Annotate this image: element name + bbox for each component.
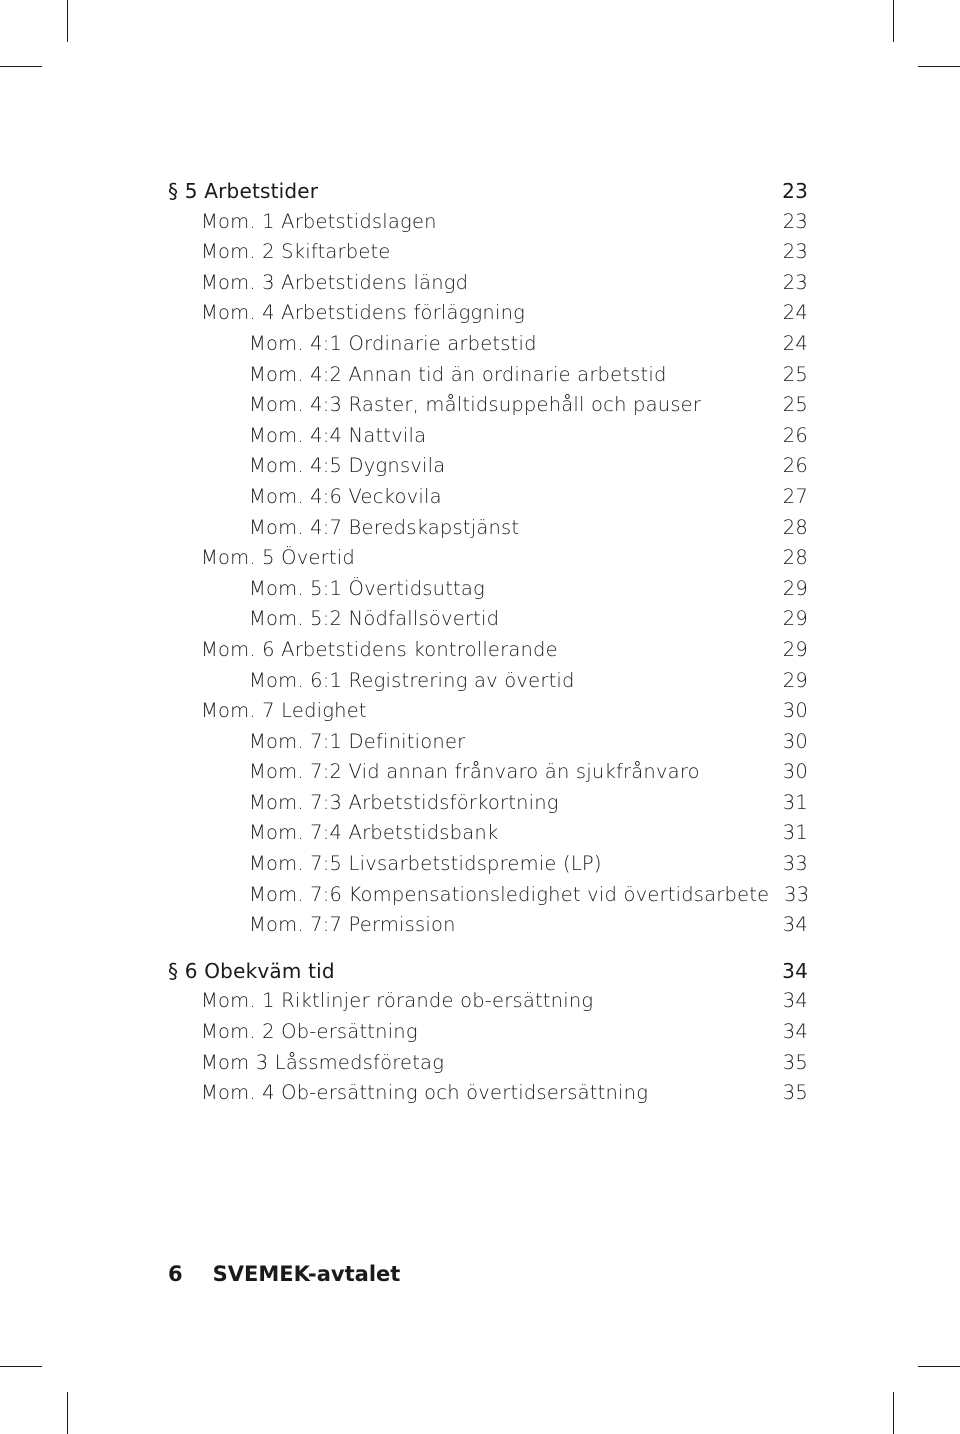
- crop-mark-bottom-right: [918, 1366, 960, 1367]
- crop-mark-top-right: [893, 0, 894, 42]
- toc-entry-label: Mom. 7:6 Kompensationsledighet vid övertidsarbete: [249, 882, 770, 906]
- toc-entry-page: 30: [782, 699, 808, 723]
- toc-entry-page: 26: [782, 454, 808, 478]
- toc-entry-page: 33: [782, 852, 808, 876]
- toc-subentry: [168, 390, 808, 421]
- toc-entry-label: Mom. 4:2 Annan tid än ordinarie arbetstid: [249, 362, 667, 386]
- toc-entry-label: Mom. 5:1 Övertidsuttag: [249, 576, 485, 600]
- toc-entry-label: Mom. 6 Arbetstidens kontrollerande: [201, 637, 558, 661]
- toc-entry-label: Mom. 4:1 Ordinarie arbetstid: [249, 331, 537, 355]
- toc-entry-label: Mom. 1 Arbetstidslagen: [201, 209, 437, 233]
- toc-entry: [168, 986, 808, 1017]
- toc-entry-label: Mom. 4:7 Beredskapstjänst: [249, 515, 520, 539]
- toc-subentry: [168, 604, 808, 635]
- toc-entry-page: 29: [782, 668, 808, 692]
- toc-entry-page: 29: [782, 607, 808, 631]
- toc-entry-page: 33: [784, 882, 810, 906]
- toc-entry-page: 35: [782, 1050, 808, 1074]
- toc-entry-page: 34: [782, 1020, 808, 1044]
- toc-entry-label: Mom. 7:7 Permission: [249, 913, 456, 937]
- toc-entry-label: Mom. 4:6 Veckovila: [249, 484, 442, 508]
- toc-entry: [168, 298, 808, 329]
- toc-heading-label: § 5 Arbetstider: [168, 179, 319, 203]
- toc-entry: [168, 268, 808, 299]
- toc-entry-page: 23: [782, 209, 808, 233]
- toc-entry-label: Mom. 7:5 Livsarbetstidspremie (LP): [249, 852, 602, 876]
- crop-mark-top-right: [918, 66, 960, 67]
- crop-mark-bottom-right: [893, 1392, 894, 1434]
- toc-entry-label: Mom. 2 Ob-ersättning: [201, 1020, 418, 1044]
- toc-entry-label: Mom. 7:4 Arbetstidsbank: [249, 821, 499, 845]
- toc-entry-label: Mom. 4 Ob-ersättning och övertidsersättning: [201, 1081, 649, 1105]
- toc-heading-page: 23: [782, 179, 808, 203]
- toc-subentry: [168, 421, 808, 452]
- toc-heading: [168, 176, 808, 207]
- toc-entry-page: 24: [782, 331, 808, 355]
- crop-mark-top-left: [67, 0, 68, 42]
- toc-entry-page: 23: [782, 270, 808, 294]
- toc-entry-label: Mom. 2 Skiftarbete: [201, 240, 391, 264]
- toc-section-6: [168, 956, 808, 1109]
- toc-entry-label: Mom. 7 Ledighet: [201, 699, 367, 723]
- toc-entry: [168, 696, 808, 727]
- toc-subentry: [168, 788, 808, 819]
- toc-entry-label: Mom. 4:4 Nattvila: [249, 423, 427, 447]
- toc-subentry: [168, 666, 808, 697]
- toc-entry-label: Mom. 3 Arbetstidens längd: [201, 270, 469, 294]
- toc-entry-page: 34: [782, 913, 808, 937]
- toc-subentry: [168, 360, 808, 391]
- footer-publication-title: SVEMEK-avtalet: [212, 1262, 401, 1286]
- toc-entry-page: 28: [782, 546, 808, 570]
- toc-entry: [168, 543, 808, 574]
- table-of-contents: [168, 176, 808, 1109]
- toc-subentry: [168, 513, 808, 544]
- toc-entry-page: 29: [782, 637, 808, 661]
- toc-heading-label: § 6 Obekväm tid: [168, 958, 335, 983]
- toc-subentry: [168, 880, 808, 911]
- toc-entry-label: Mom. 5 Övertid: [201, 546, 355, 570]
- toc-entry-label: Mom. 7:1 Definitioner: [249, 729, 466, 753]
- toc-subentry: [168, 482, 808, 513]
- toc-entry-page: 23: [782, 240, 808, 264]
- crop-mark-bottom-left: [0, 1366, 42, 1367]
- toc-subentry: [168, 757, 808, 788]
- toc-entry-page: 30: [782, 729, 808, 753]
- toc-subentry: [168, 574, 808, 605]
- toc-entry-page: 27: [782, 484, 808, 508]
- toc-subentry: [168, 329, 808, 360]
- toc-entry: [168, 1017, 808, 1048]
- toc-entry: [168, 237, 808, 268]
- toc-subentry: [168, 727, 808, 758]
- toc-entry-page: 26: [782, 423, 808, 447]
- toc-entry-page: 24: [782, 301, 808, 325]
- toc-entry-page: 29: [782, 576, 808, 600]
- toc-subentry: [168, 818, 808, 849]
- toc-entry-label: Mom. 4 Arbetstidens förläggning: [201, 301, 526, 325]
- toc-section-5: [168, 176, 808, 941]
- toc-heading: [168, 956, 808, 987]
- toc-entry: [168, 635, 808, 666]
- page-footer: [168, 1262, 400, 1286]
- crop-mark-bottom-left: [67, 1392, 68, 1434]
- toc-entry-page: 35: [782, 1081, 808, 1105]
- toc-subentry: [168, 849, 808, 880]
- toc-entry-page: 31: [782, 821, 808, 845]
- crop-mark-top-left: [0, 66, 42, 67]
- toc-entry-page: 25: [782, 362, 808, 386]
- toc-entry-label: Mom. 4:5 Dygnsvila: [249, 454, 446, 478]
- toc-entry-label: Mom. 6:1 Registrering av övertid: [249, 668, 575, 692]
- toc-entry-label: Mom. 7:3 Arbetstidsförkortning: [249, 790, 559, 814]
- toc-subentry: [168, 910, 808, 941]
- toc-entry-page: 31: [782, 790, 808, 814]
- toc-entry-page: 34: [782, 989, 808, 1013]
- toc-subentry: [168, 451, 808, 482]
- toc-entry: [168, 207, 808, 238]
- toc-entry-page: 28: [782, 515, 808, 539]
- footer-page-number: 6: [168, 1262, 183, 1286]
- toc-entry-page: 25: [782, 393, 808, 417]
- toc-heading-page: 34: [782, 958, 808, 983]
- toc-entry-label: Mom. 7:2 Vid annan frånvaro än sjukfrånvaro: [249, 760, 700, 784]
- toc-entry: [168, 1078, 808, 1109]
- toc-entry: [168, 1048, 808, 1079]
- toc-entry-label: Mom. 4:3 Raster, måltidsuppehåll och pauser: [249, 393, 702, 417]
- toc-entry-label: Mom 3 Låssmedsföretag: [201, 1050, 445, 1074]
- toc-entry-page: 30: [782, 760, 808, 784]
- toc-entry-label: Mom. 5:2 Nödfallsövertid: [249, 607, 500, 631]
- toc-entry-label: Mom. 1 Riktlinjer rörande ob-ersättning: [201, 989, 594, 1013]
